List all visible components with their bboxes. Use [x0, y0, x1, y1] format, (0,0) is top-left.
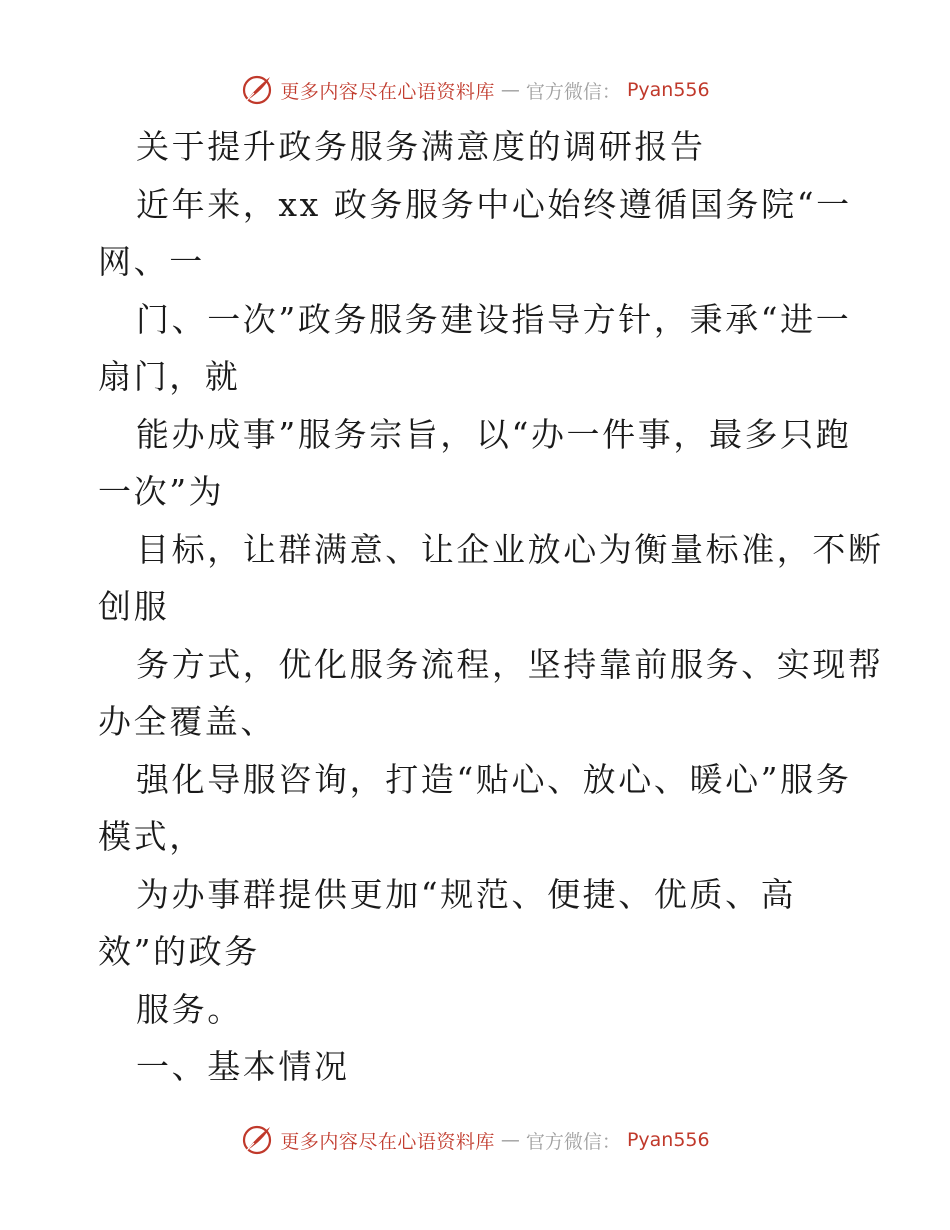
- watermark-brand-text: 更多内容尽在心语资料库: [280, 1130, 495, 1153]
- paragraph-line: 扇门，就: [98, 357, 241, 396]
- watermark-contact-id: Pyan556: [626, 79, 710, 101]
- paragraph-line: 服务。: [136, 989, 243, 1029]
- paragraph-line: 创服: [98, 587, 170, 626]
- watermark-contact-label: 官方微信：: [525, 80, 621, 103]
- paragraph-line: 强化导服咨询，打造“贴心、放心、暖心”服务: [136, 759, 852, 799]
- watermark-header: [0, 72, 950, 108]
- watermark-footer: [0, 1122, 950, 1158]
- watermark-contact-id: Pyan556: [626, 1129, 710, 1151]
- paragraph-line: 能办成事”服务宗旨，以“办一件事，最多只跑: [136, 414, 852, 454]
- paragraph-line: 门、一次”政务服务建设指导方针，秉承“进一: [136, 299, 852, 339]
- feather-pen-logo-icon: [240, 1123, 274, 1157]
- paragraph-line: 办全覆盖、: [98, 702, 276, 741]
- watermark-brand-text: 更多内容尽在心语资料库: [280, 80, 495, 103]
- paragraph-line: 务方式，优化服务流程，坚持靠前服务、实现帮: [136, 644, 884, 684]
- paragraph-line: 模式，: [98, 817, 205, 856]
- paragraph-line: 目标，让群满意、让企业放心为衡量标准，不断: [136, 529, 884, 569]
- feather-pen-logo-icon: [240, 73, 274, 107]
- paragraph-line: 近年来，xx 政务服务中心始终遵循国务院“一: [136, 184, 852, 224]
- watermark-separator: —: [500, 1129, 520, 1151]
- paragraph-line: 效”的政务: [98, 932, 260, 971]
- watermark-contact-label: 官方微信：: [525, 1130, 621, 1153]
- document-title: 关于提升政务服务满意度的调研报告: [136, 127, 706, 166]
- paragraph-line: 一次”为: [98, 472, 225, 511]
- paragraph-line: 网、一: [98, 242, 205, 281]
- document-body: [98, 118, 884, 1096]
- paragraph-line: 为办事群提供更加“规范、便捷、优质、高: [136, 874, 797, 914]
- watermark-separator: —: [500, 79, 520, 101]
- section-heading: 一、基本情况: [136, 1047, 350, 1086]
